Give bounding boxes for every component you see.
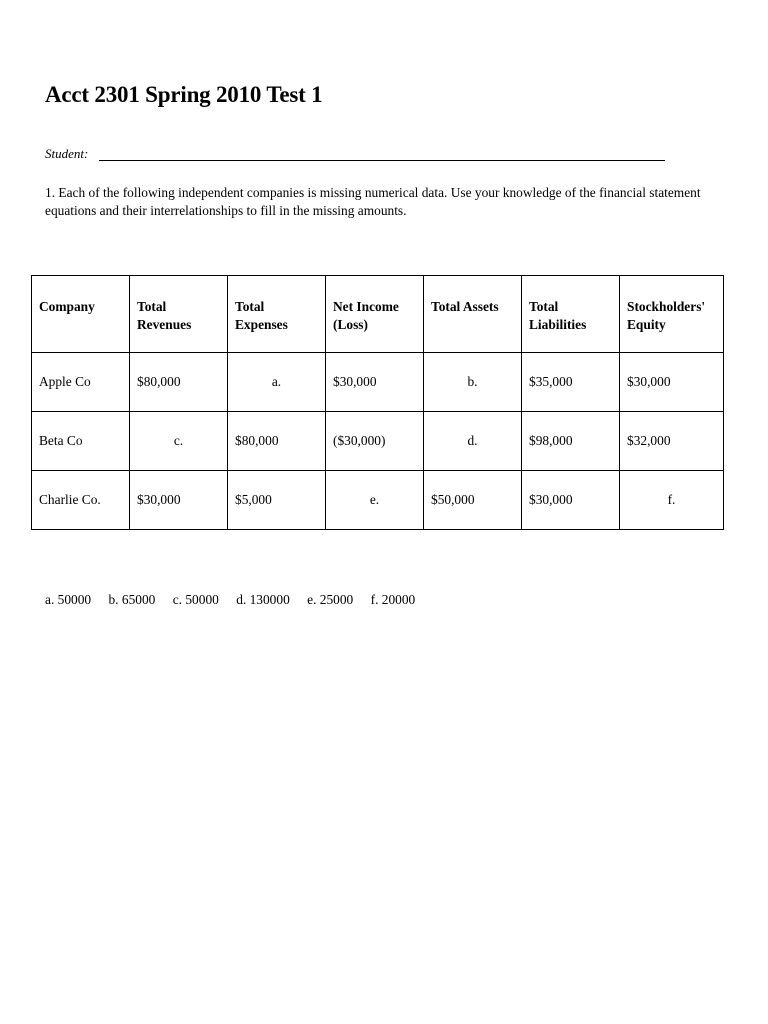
answer-c: c. 50000 [172,592,219,607]
cell-total-liabilities: $35,000 [522,353,620,412]
cell-total-liabilities: $30,000 [522,471,620,530]
cell-total-revenues: c. [130,412,228,471]
cell-stockholders-equity: $32,000 [620,412,724,471]
cell-company: Beta Co [32,412,130,471]
cell-total-expenses: $80,000 [228,412,326,471]
header-total-revenues: Total Revenues [130,276,228,353]
answer-d: d. 130000 [236,592,290,607]
header-total-expenses: Total Expenses [228,276,326,353]
cell-total-revenues: $80,000 [130,353,228,412]
table-row [32,412,724,471]
cell-company: Charlie Co. [32,471,130,530]
student-label: Student: [45,146,89,161]
page-title: Acct 2301 Spring 2010 Test 1 [45,82,323,107]
cell-company: Apple Co [32,353,130,412]
cell-total-assets: $50,000 [424,471,522,530]
cell-net-income: ($30,000) [326,412,424,471]
header-stockholders-equity: Stockholders' Equity [620,276,724,353]
header-total-liabilities: Total Liabilities [522,276,620,353]
financial-data-table [31,275,724,530]
header-company: Company [32,276,130,353]
answer-key [45,592,429,608]
cell-total-assets: d. [424,412,522,471]
cell-total-revenues: $30,000 [130,471,228,530]
cell-total-expenses: $5,000 [228,471,326,530]
cell-stockholders-equity: $30,000 [620,353,724,412]
student-name-line [99,160,665,161]
answer-f: f. 20000 [370,592,416,607]
table-row [32,353,724,412]
student-name-row [45,146,665,164]
table-header-row [32,276,724,353]
cell-net-income: e. [326,471,424,530]
answer-a: a. 50000 [45,592,92,607]
table-row [32,471,724,530]
header-net-income: Net Income (Loss) [326,276,424,353]
cell-net-income: $30,000 [326,353,424,412]
answer-e: e. 25000 [307,592,354,607]
cell-total-assets: b. [424,353,522,412]
question-text: 1. Each of the following independent companies is missing numerical data. Use your knowledge of the financial statement equations and their interrelationships to fill in the missing amounts. [45,185,701,218]
cell-stockholders-equity: f. [620,471,724,530]
cell-total-liabilities: $98,000 [522,412,620,471]
answer-b: b. 65000 [108,592,156,607]
cell-total-expenses: a. [228,353,326,412]
header-total-assets: Total Assets [424,276,522,353]
